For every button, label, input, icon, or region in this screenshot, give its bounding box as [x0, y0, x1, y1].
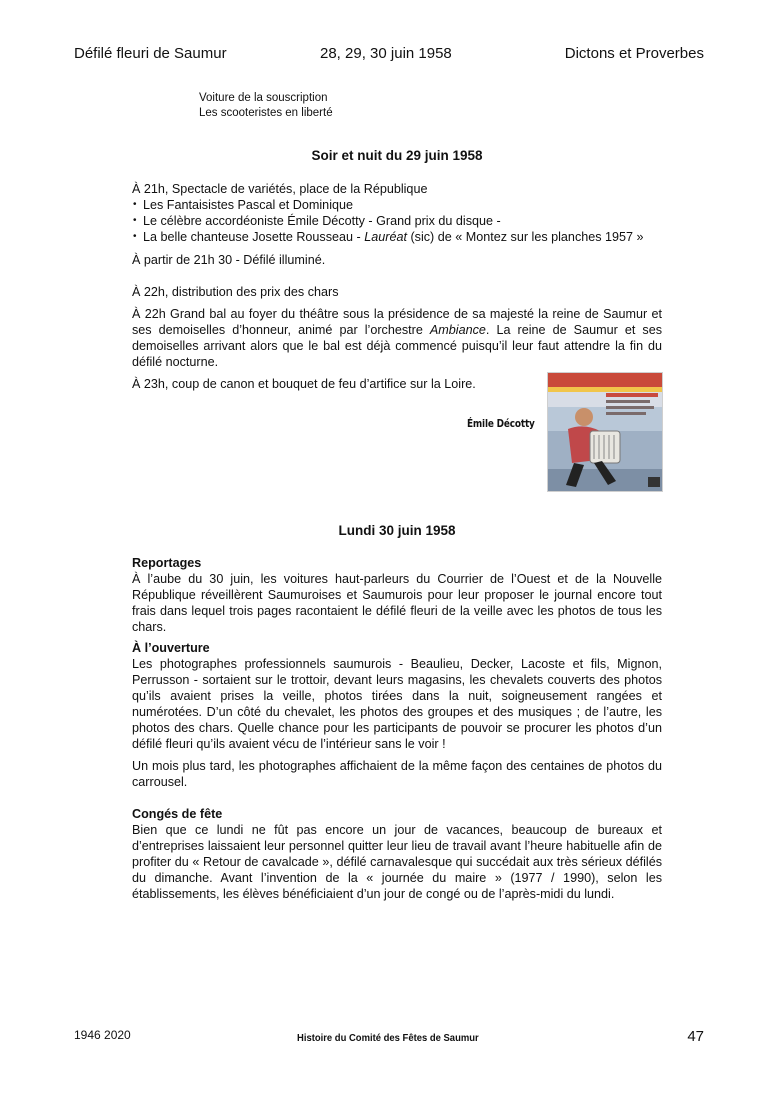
header-center: 28, 29, 30 juin 1958 [320, 45, 452, 62]
evening-program [132, 181, 662, 245]
conges-block [132, 806, 662, 902]
subsection-heading: Reportages [132, 556, 202, 570]
bullet-item: • Les Fantaisistes Pascal et Dominique [132, 197, 662, 213]
footer-title: Histoire du Comité des Fêtes de Saumur [297, 1032, 479, 1044]
bullet-item: • Le célèbre accordéoniste Émile Décotty - Grand prix du disque - [132, 213, 662, 229]
section-title: Lundi 30 juin 1958 [338, 523, 456, 538]
subsection-heading: À l’ouverture [132, 641, 210, 655]
page-number: 47 [687, 1028, 704, 1045]
intro-block [199, 91, 333, 121]
paragraph-bal: À 22h Grand bal au foyer du théâtre sous la présidence de sa majesté la reine de Saumur et ses demoiselles d’honneur, animé par l’orchestre Ambiance. La reine de Saumur et ses demoiselles arrivant alors que le bal est déjà commencé puisqu’il leur faut attendre la fin du défilé nocturne. [132, 307, 662, 369]
intro-line: Les scooteristes en liberté [199, 107, 333, 119]
record-cover-image [547, 372, 663, 492]
reportages-block [132, 555, 662, 635]
paragraph: À 23h, coup de canon et bouquet de feu d’artifice sur la Loire. [132, 377, 476, 391]
subsection-heading: Congés de fête [132, 807, 223, 821]
paragraph: À partir de 21h 30 - Défilé illuminé. [132, 253, 326, 267]
paragraph: À 22h, distribution des prix des chars [132, 285, 339, 299]
bullet-list [132, 197, 662, 245]
header-left: Défilé fleuri de Saumur [74, 45, 227, 62]
section-title: Soir et nuit du 29 juin 1958 [311, 148, 483, 163]
intro-line: Voiture de la souscription [199, 92, 328, 104]
bullet-item: • La belle chanteuse Josette Rousseau - Lauréat (sic) de « Montez sur les planches 1957 » [132, 229, 662, 245]
accordionist-photo-icon [548, 373, 662, 491]
ouverture-block [132, 640, 662, 752]
paragraph: Les photographes professionnels saumurois - Beaulieu, Decker, Lacoste et fils, Mignon, Perrusson - sortaient sur le trottoir, devant leurs magasins, les chevalets couverts des photos qu’ils avaient prises la veille, photos tirées dans la nuit, soigneusement rangées et numérotées. D’un côté du chevalet, les photos des groupes et des musiques ; de l’autre, les photos des chars. Quelle chance pour les participants de pouvoir se procurer les photos d’un défilé fleuri qu’ils avaient vécu de l’intérieur sans le voir ! [132, 657, 662, 751]
footer-years: 1946 2020 [74, 1028, 131, 1042]
paragraph: À 21h, Spectacle de variétés, place de la République [132, 182, 428, 196]
photo-caption: Émile Décotty [467, 418, 535, 430]
paragraph: Bien que ce lundi ne fût pas encore un jour de vacances, beaucoup de bureaux et d’entreprises laissaient leur personnel quitter leur lieu de travail avant l’heure habituelle afin de profiter du « Retour de cavalcade », défilé carnavalesque qui succédait aux très sérieux défilés du dimanche. Avant l’invention de la « journée du maire » (1977 / 1990), selon les établissements, les élèves bénéficiaient d’un jour de congé ou de l’après-midi du lundi. [132, 823, 662, 901]
paragraph: À l’aube du 30 juin, les voitures haut-parleurs du Courrier de l’Ouest et de la Nouvelle République réveillèrent Saumuroises et Saumurois pour leur proposer le journal encore tout frais dans lequel trois pages racontaient le défilé fleuri de la veille avec les photos de tous les chars. [132, 572, 662, 634]
header-right: Dictons et Proverbes [564, 45, 704, 62]
paragraph: Un mois plus tard, les photographes affichaient de la même façon des centaines de photos du carrousel. [132, 759, 662, 789]
